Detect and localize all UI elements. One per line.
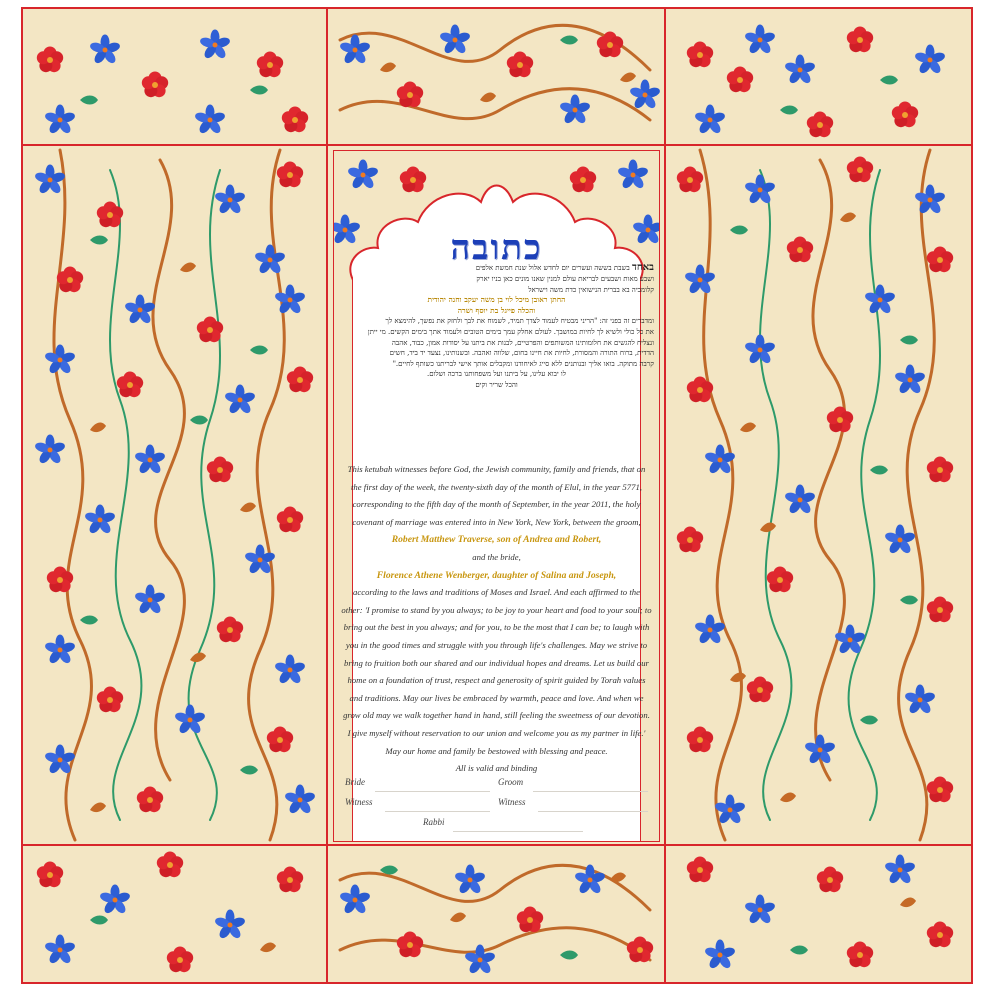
english-line: This ketubah witnesses before God, the Jewish community, family and friends, that on — [347, 464, 646, 474]
hebrew-body-line: ומדברים זה בפני זה: "הריני מבטיח לעמוד לצדך תמיד, לשמוח את לבך ולחזק את נפשך, להימצא לך — [385, 317, 654, 326]
english-line: bring out the best in you always; and for you, to be the most that I can be; to laugh with — [343, 622, 650, 633]
ketubah-title: כתובה — [450, 228, 543, 268]
english-line: May our home and family be bestowed with blessing and peace. — [385, 745, 608, 756]
bride-name: Florence Athene Wenberger, daughter of Salina and Joseph, — [376, 569, 617, 581]
english-line: grow old may we walk together hand in hand, still feeling the sweetness of our devotion. — [343, 710, 650, 721]
witness2-signature-label: Witness — [498, 797, 526, 807]
hebrew-body-line: ונצליח להגשים את חלומותינו המשותפים והפרטיים, לבנות את ביתנו על יסודות אמון, כבוד, אהבה — [391, 338, 654, 347]
english-line: other: 'I promise to stand by you always; to be joy to your heart and food to your soul; to — [341, 604, 652, 615]
witness1-signature-line[interactable] — [385, 811, 490, 812]
english-line: and traditions. May our lives be embraced by warmth, peace and love. And when we — [349, 692, 644, 703]
hebrew-body-line: קרבה מתוקה. בואו אליך ובנותנים ללא סייג לאיחודנו ומקבלים אותך אישי לבריתנו כשותף לחיים." — [392, 359, 654, 368]
english-closing: All is valid and binding — [455, 763, 538, 774]
hebrew-body-line: הדדית, ברוח התורה והמסורת, לחיות את חיינו בחום, שלווה ואהבה. ובשנותינו, נצעד יד ביד, חשים — [389, 349, 654, 358]
bride-signature-line[interactable] — [375, 791, 490, 792]
english-line: home on a foundation of trust, respect and generosity of spirit guided by Torah values — [347, 675, 646, 686]
groom-signature-line[interactable] — [533, 791, 648, 792]
bride-signature-label: Bride — [345, 777, 365, 787]
hebrew-body-line: את כל כולי ולשיא לך לחיות במושבך. לעולם אחלק עמך בימים הטובים ולעמוד אתך בימים הקשים. מי ייתן — [367, 327, 654, 336]
hebrew-line: ושבע מאות ושבעים לבריאת עולם למנין שאנו מונים כאן בניו יארק — [476, 275, 654, 283]
hebrew-body-line: לו יבוא עלינו, על ביתנו ועל משפחותנו ברכה ושלום. — [427, 370, 566, 379]
english-line: covenant of marriage was entered into in New York, New York, between the groom, — [352, 516, 641, 527]
english-line: you in the good times and struggle with you through life's challenges. May we strive to — [345, 639, 648, 650]
groom-signature-label: Groom — [498, 777, 524, 787]
groom-name: Robert Matthew Traverse, son of Andrea and Robert, — [391, 534, 602, 546]
english-text-block — [337, 461, 656, 778]
hebrew-bride-line: והכלה פייגל בת יוסף ושרה — [457, 305, 536, 315]
hebrew-text-block — [339, 262, 654, 391]
hebrew-opening-word: באחד — [632, 262, 654, 273]
english-line: the first day of the week, the twenty-sixth day of the month of Elul, in the year 5771, — [351, 481, 642, 492]
witness2-signature-line[interactable] — [538, 811, 648, 812]
witness1-signature-label: Witness — [345, 797, 373, 807]
and-the-bride: and the bride, — [472, 551, 521, 562]
english-line: bring to fruition both our shared and our individual hopes and dreams. Let us build our — [344, 657, 649, 668]
english-line: corresponding to the fifth day of the month of September, in the year 2011, the holy — [352, 499, 641, 510]
rabbi-signature-label: Rabbi — [423, 817, 445, 827]
english-line: I give myself without reservation to our union and welcome you as my partner in life.' — [347, 727, 646, 738]
hebrew-line: באחד בשבת בששה ועשרים יום לחדש אלול שנת חמשת אלפים — [475, 262, 654, 273]
hebrew-groom-line: החתן ראובן מיכל לוי בן משה יעקב וחנה יהודית — [427, 295, 566, 305]
text-panel — [333, 150, 660, 842]
hebrew-closing: והכל שריר וקים — [475, 380, 518, 389]
english-line: according to the laws and traditions of Moses and Israel. And each affirmed to the — [353, 587, 640, 598]
hebrew-line: קלומביה בא בברית הנישואין כדת משה וישראל — [528, 285, 654, 294]
rabbi-signature-line[interactable] — [453, 831, 583, 832]
